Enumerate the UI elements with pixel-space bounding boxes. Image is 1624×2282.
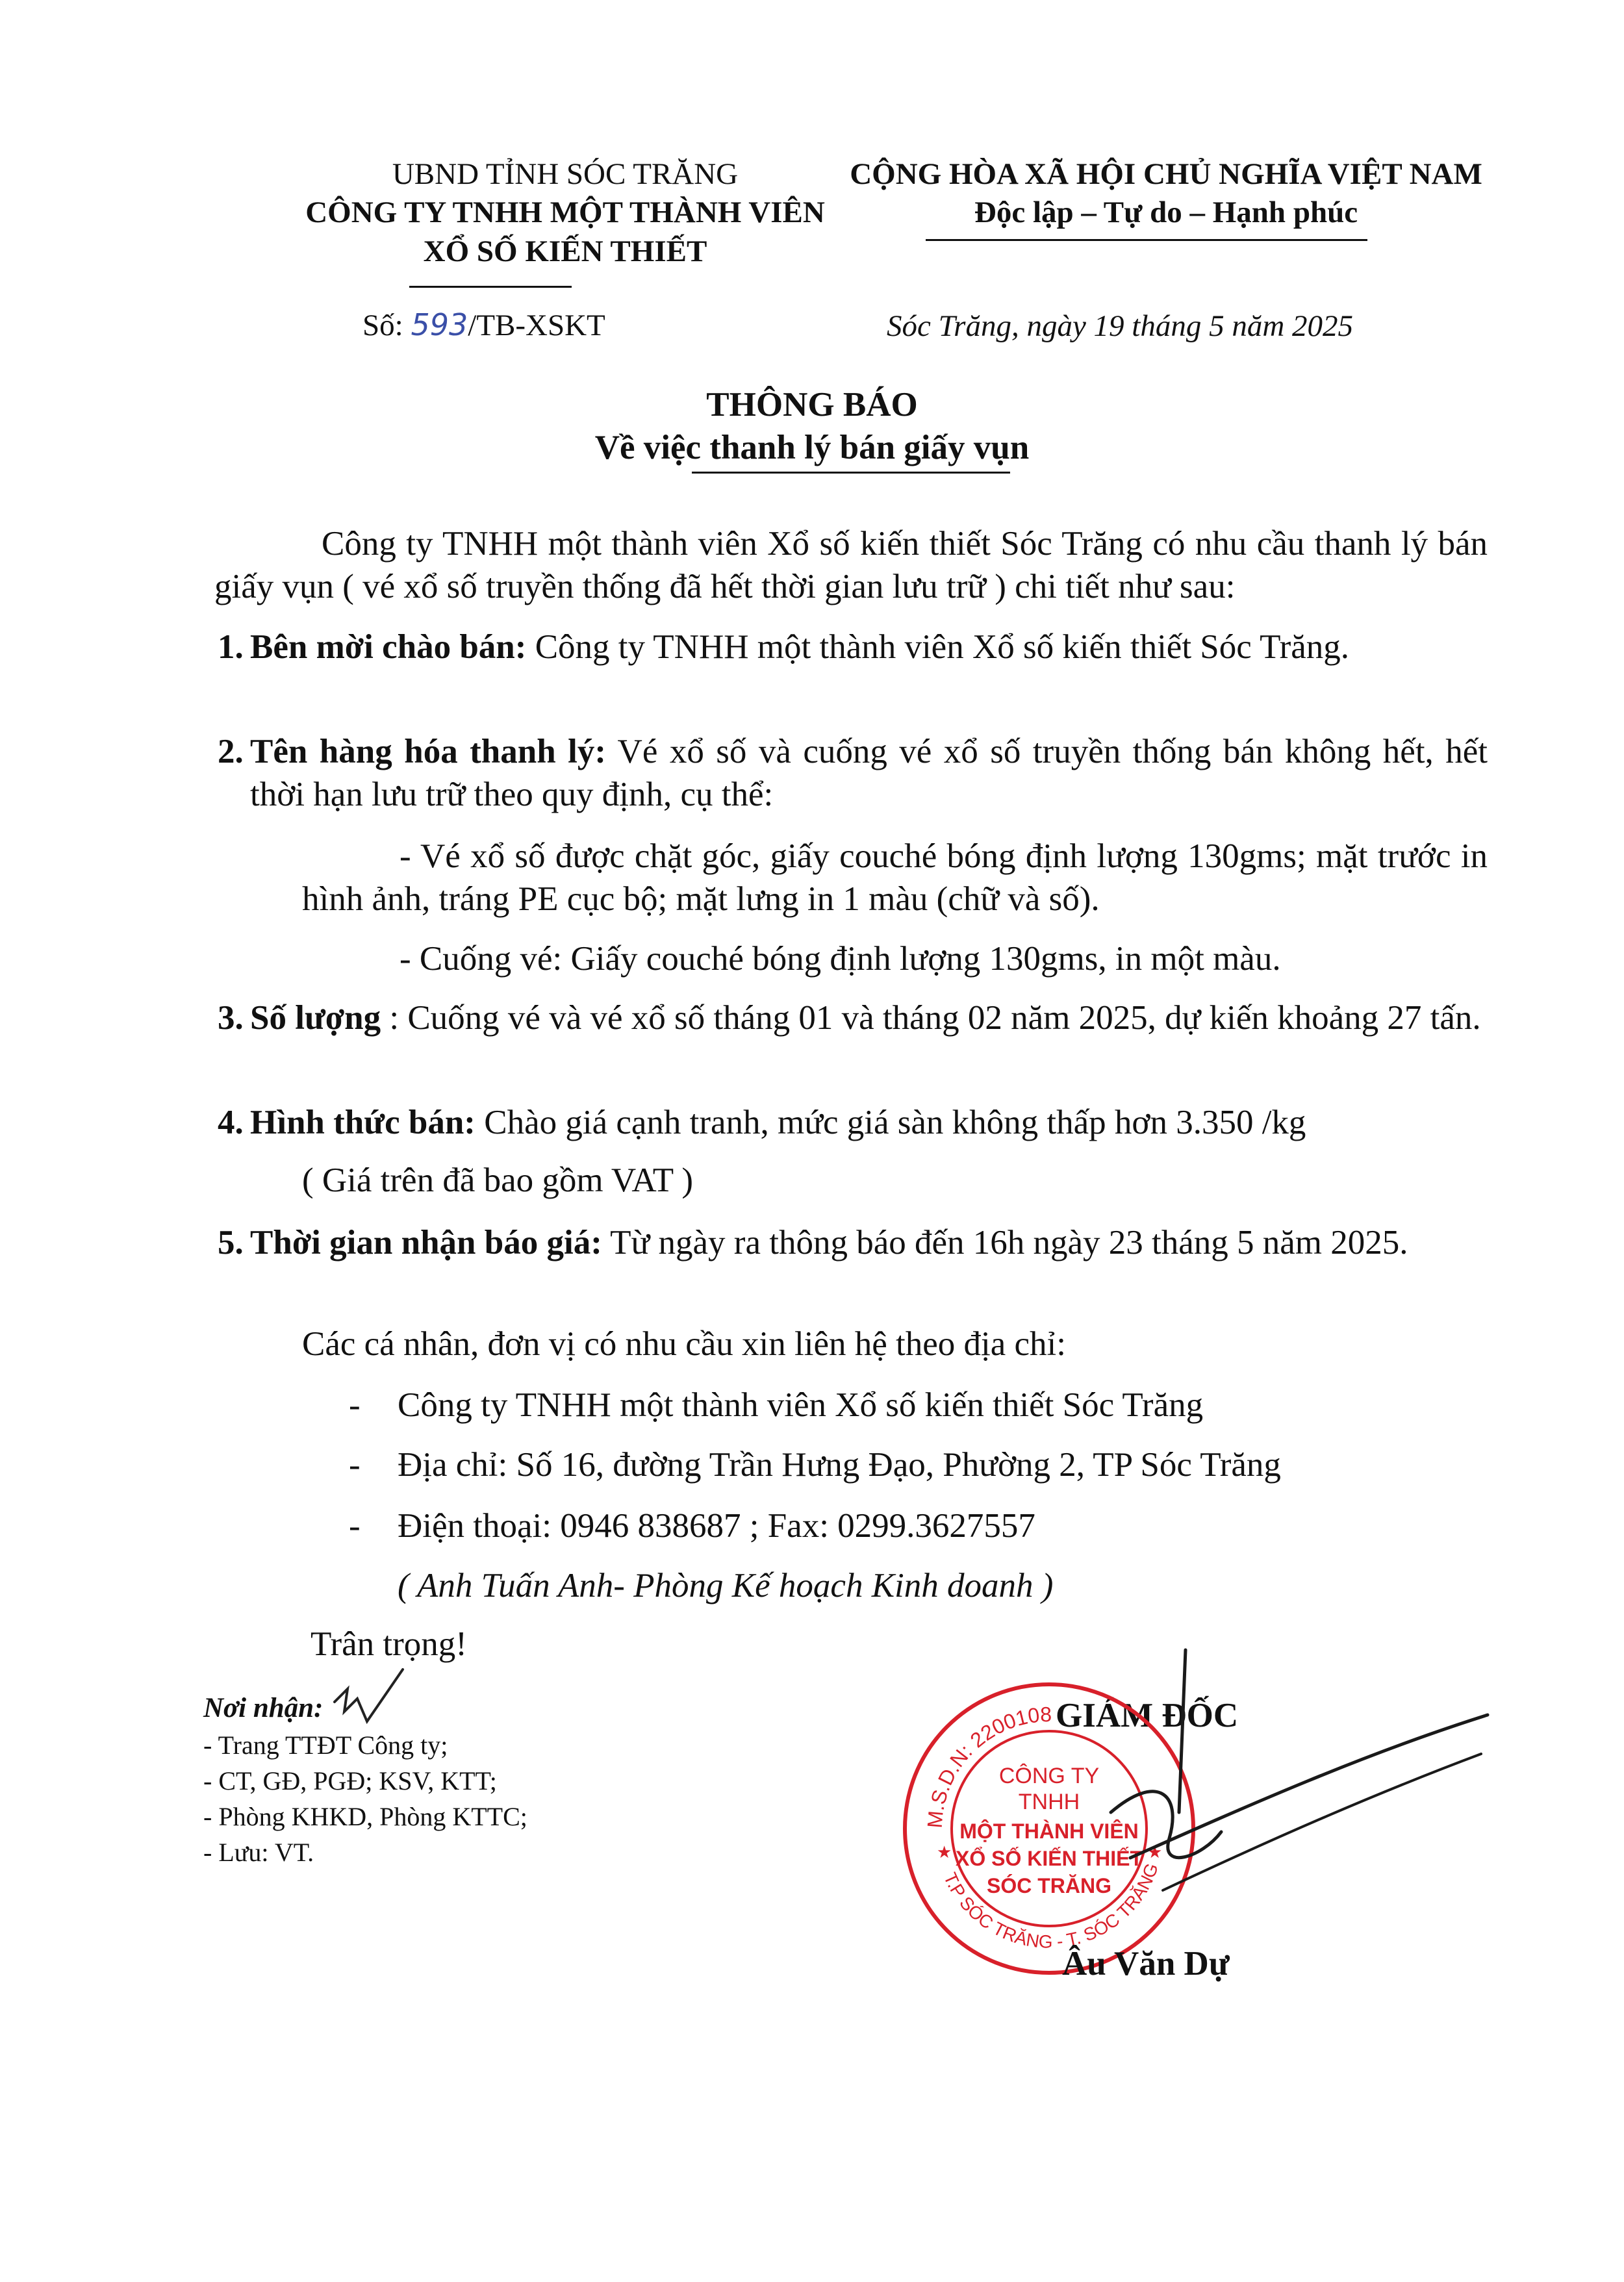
item-label: Thời gian nhận báo giá: xyxy=(250,1224,602,1261)
recipient-item: - CT, GĐ, PGĐ; KSV, KTT; xyxy=(203,1766,497,1795)
item-label: Số lượng xyxy=(250,999,381,1037)
stamp-center-1: CÔNG TY xyxy=(998,1764,1100,1788)
recipient-item: - Trang TTĐT Công ty; xyxy=(203,1731,448,1760)
subtitle-underline xyxy=(692,472,1010,474)
list-item-2 xyxy=(218,730,1488,816)
item-number: 5. xyxy=(218,1224,244,1261)
bullet-dash: - xyxy=(349,1507,361,1545)
item-label: Bên mời chào bán: xyxy=(250,628,527,666)
list-item-3 xyxy=(218,996,1488,1039)
list-item-4 xyxy=(218,1101,1488,1144)
item2-detail-2: - Cuống vé: Giấy couché bóng định lượng 130gms, in một màu. xyxy=(400,940,1281,978)
closing: Trân trọng! xyxy=(311,1625,467,1663)
stamp-center-3: MỘT THÀNH VIÊN xyxy=(959,1819,1139,1843)
doc-title: THÔNG BÁO xyxy=(706,386,918,424)
item-number: 2. xyxy=(218,733,244,770)
contact-person: ( Anh Tuấn Anh- Phòng Kế hoạch Kinh doanh ) xyxy=(398,1567,1054,1604)
stamp-center-4: XỔ SỐ KIẾN THIẾT xyxy=(955,1847,1143,1870)
stamp-center-2: TNHH xyxy=(1018,1790,1080,1814)
item2-detail-1: - Vé xổ số được chặt góc, giấy couché bóng định lượng 130gms; mặt trước in hình ảnh, tráng PE cục bộ; mặt lưng in 1 màu (chữ và số). xyxy=(302,837,1488,918)
stamp-star-icon: ★ xyxy=(1147,1843,1163,1862)
doc-number-prefix: Số: xyxy=(362,309,411,342)
contact-text: Công ty TNHH một thành viên Xổ số kiến thiết Sóc Trăng xyxy=(398,1386,1204,1424)
item-text: : Cuống vé và vé xổ số tháng 01 và tháng 02 năm 2025, dự kiến khoảng 27 tấn. xyxy=(381,999,1481,1037)
recipient-item: - Phòng KHKD, Phòng KTTC; xyxy=(203,1802,527,1831)
recipients-initials-mark xyxy=(328,1663,412,1734)
item-number: 1. xyxy=(218,628,244,666)
item-text: Vé xổ số và cuống vé xổ số truyền thống bán không hết, hết thời hạn lưu trữ theo quy định, cụ thể: xyxy=(250,733,1488,813)
national-motto: Độc lập – Tự do – Hạnh phúc xyxy=(974,196,1358,229)
signer-title: GIÁM ĐỐC xyxy=(1056,1697,1239,1734)
contact-text: Địa chỉ: Số 16, đường Trần Hưng Đạo, Phường 2, TP Sóc Trăng xyxy=(398,1446,1281,1484)
company-name-line1: CÔNG TY TNHH MỘT THÀNH VIÊN xyxy=(305,196,825,229)
company-name-line2: XỔ SỐ KIẾN THIẾT xyxy=(423,235,707,268)
doc-number xyxy=(362,305,605,345)
contact-address xyxy=(349,1443,1281,1486)
doc-number-suffix: /TB-XSKT xyxy=(468,309,605,342)
item-text: Từ ngày ra thông báo đến 16h ngày 23 tháng 5 năm 2025. xyxy=(602,1224,1408,1261)
item-label: Tên hàng hóa thanh lý: xyxy=(250,733,607,770)
item-text: Chào giá cạnh tranh, mức giá sàn không thấp hơn 3.350 /kg xyxy=(475,1104,1306,1141)
list-item-5 xyxy=(218,1221,1488,1264)
recipients-label: Nơi nhận: xyxy=(203,1693,324,1723)
signer-name: Âu Văn Dự xyxy=(1062,1945,1230,1983)
item-text: Công ty TNHH một thành viên Xổ số kiến thiết Sóc Trăng. xyxy=(526,628,1350,666)
national-title: CỘNG HÒA XÃ HỘI CHỦ NGHĨA VIỆT NAM xyxy=(850,157,1482,191)
contact-phone xyxy=(349,1504,1035,1547)
item4-note: ( Giá trên đã bao gồm VAT ) xyxy=(302,1161,694,1199)
intro-paragraph: Công ty TNHH một thành viên Xổ số kiến thiết Sóc Trăng có nhu cầu thanh lý bán giấy vụn ( vé xổ số truyền thống đã hết thời gian lưu trữ ) chi tiết như sau: xyxy=(214,525,1488,605)
contact-text: Điện thoại: 0946 838687 ; Fax: 0299.3627557 xyxy=(398,1507,1035,1545)
stamp-center-5: SÓC TRĂNG xyxy=(987,1874,1111,1897)
bullet-dash: - xyxy=(349,1446,361,1484)
right-header-underline xyxy=(926,239,1367,241)
handwritten-signature xyxy=(1052,1643,1507,1936)
item-number: 3. xyxy=(218,999,244,1037)
contact-company xyxy=(349,1384,1204,1426)
left-header-underline xyxy=(409,286,572,288)
doc-number-handwritten: 593 xyxy=(411,307,468,342)
item-label: Hình thức bán: xyxy=(250,1104,476,1141)
doc-subtitle: Về việc thanh lý bán giấy vụn xyxy=(594,429,1030,466)
stamp-bottom-text: T.P SÓC TRĂNG - T. SÓC TRĂNG xyxy=(939,1860,1162,1952)
list-item-1 xyxy=(218,626,1488,668)
agency-name: UBND TỈNH SÓC TRĂNG xyxy=(392,157,739,191)
contact-intro: Các cá nhân, đơn vị có nhu cầu xin liên hệ theo địa chỉ: xyxy=(302,1325,1066,1363)
recipient-item: - Lưu: VT. xyxy=(203,1838,314,1867)
stamp-star-icon: ★ xyxy=(937,1843,952,1862)
item-number: 4. xyxy=(218,1104,244,1141)
place-date: Sóc Trăng, ngày 19 tháng 5 năm 2025 xyxy=(887,309,1354,343)
stamp-ring-text: M.S.D.N: 2200108 xyxy=(922,1702,1052,1829)
bullet-dash: - xyxy=(349,1386,361,1424)
